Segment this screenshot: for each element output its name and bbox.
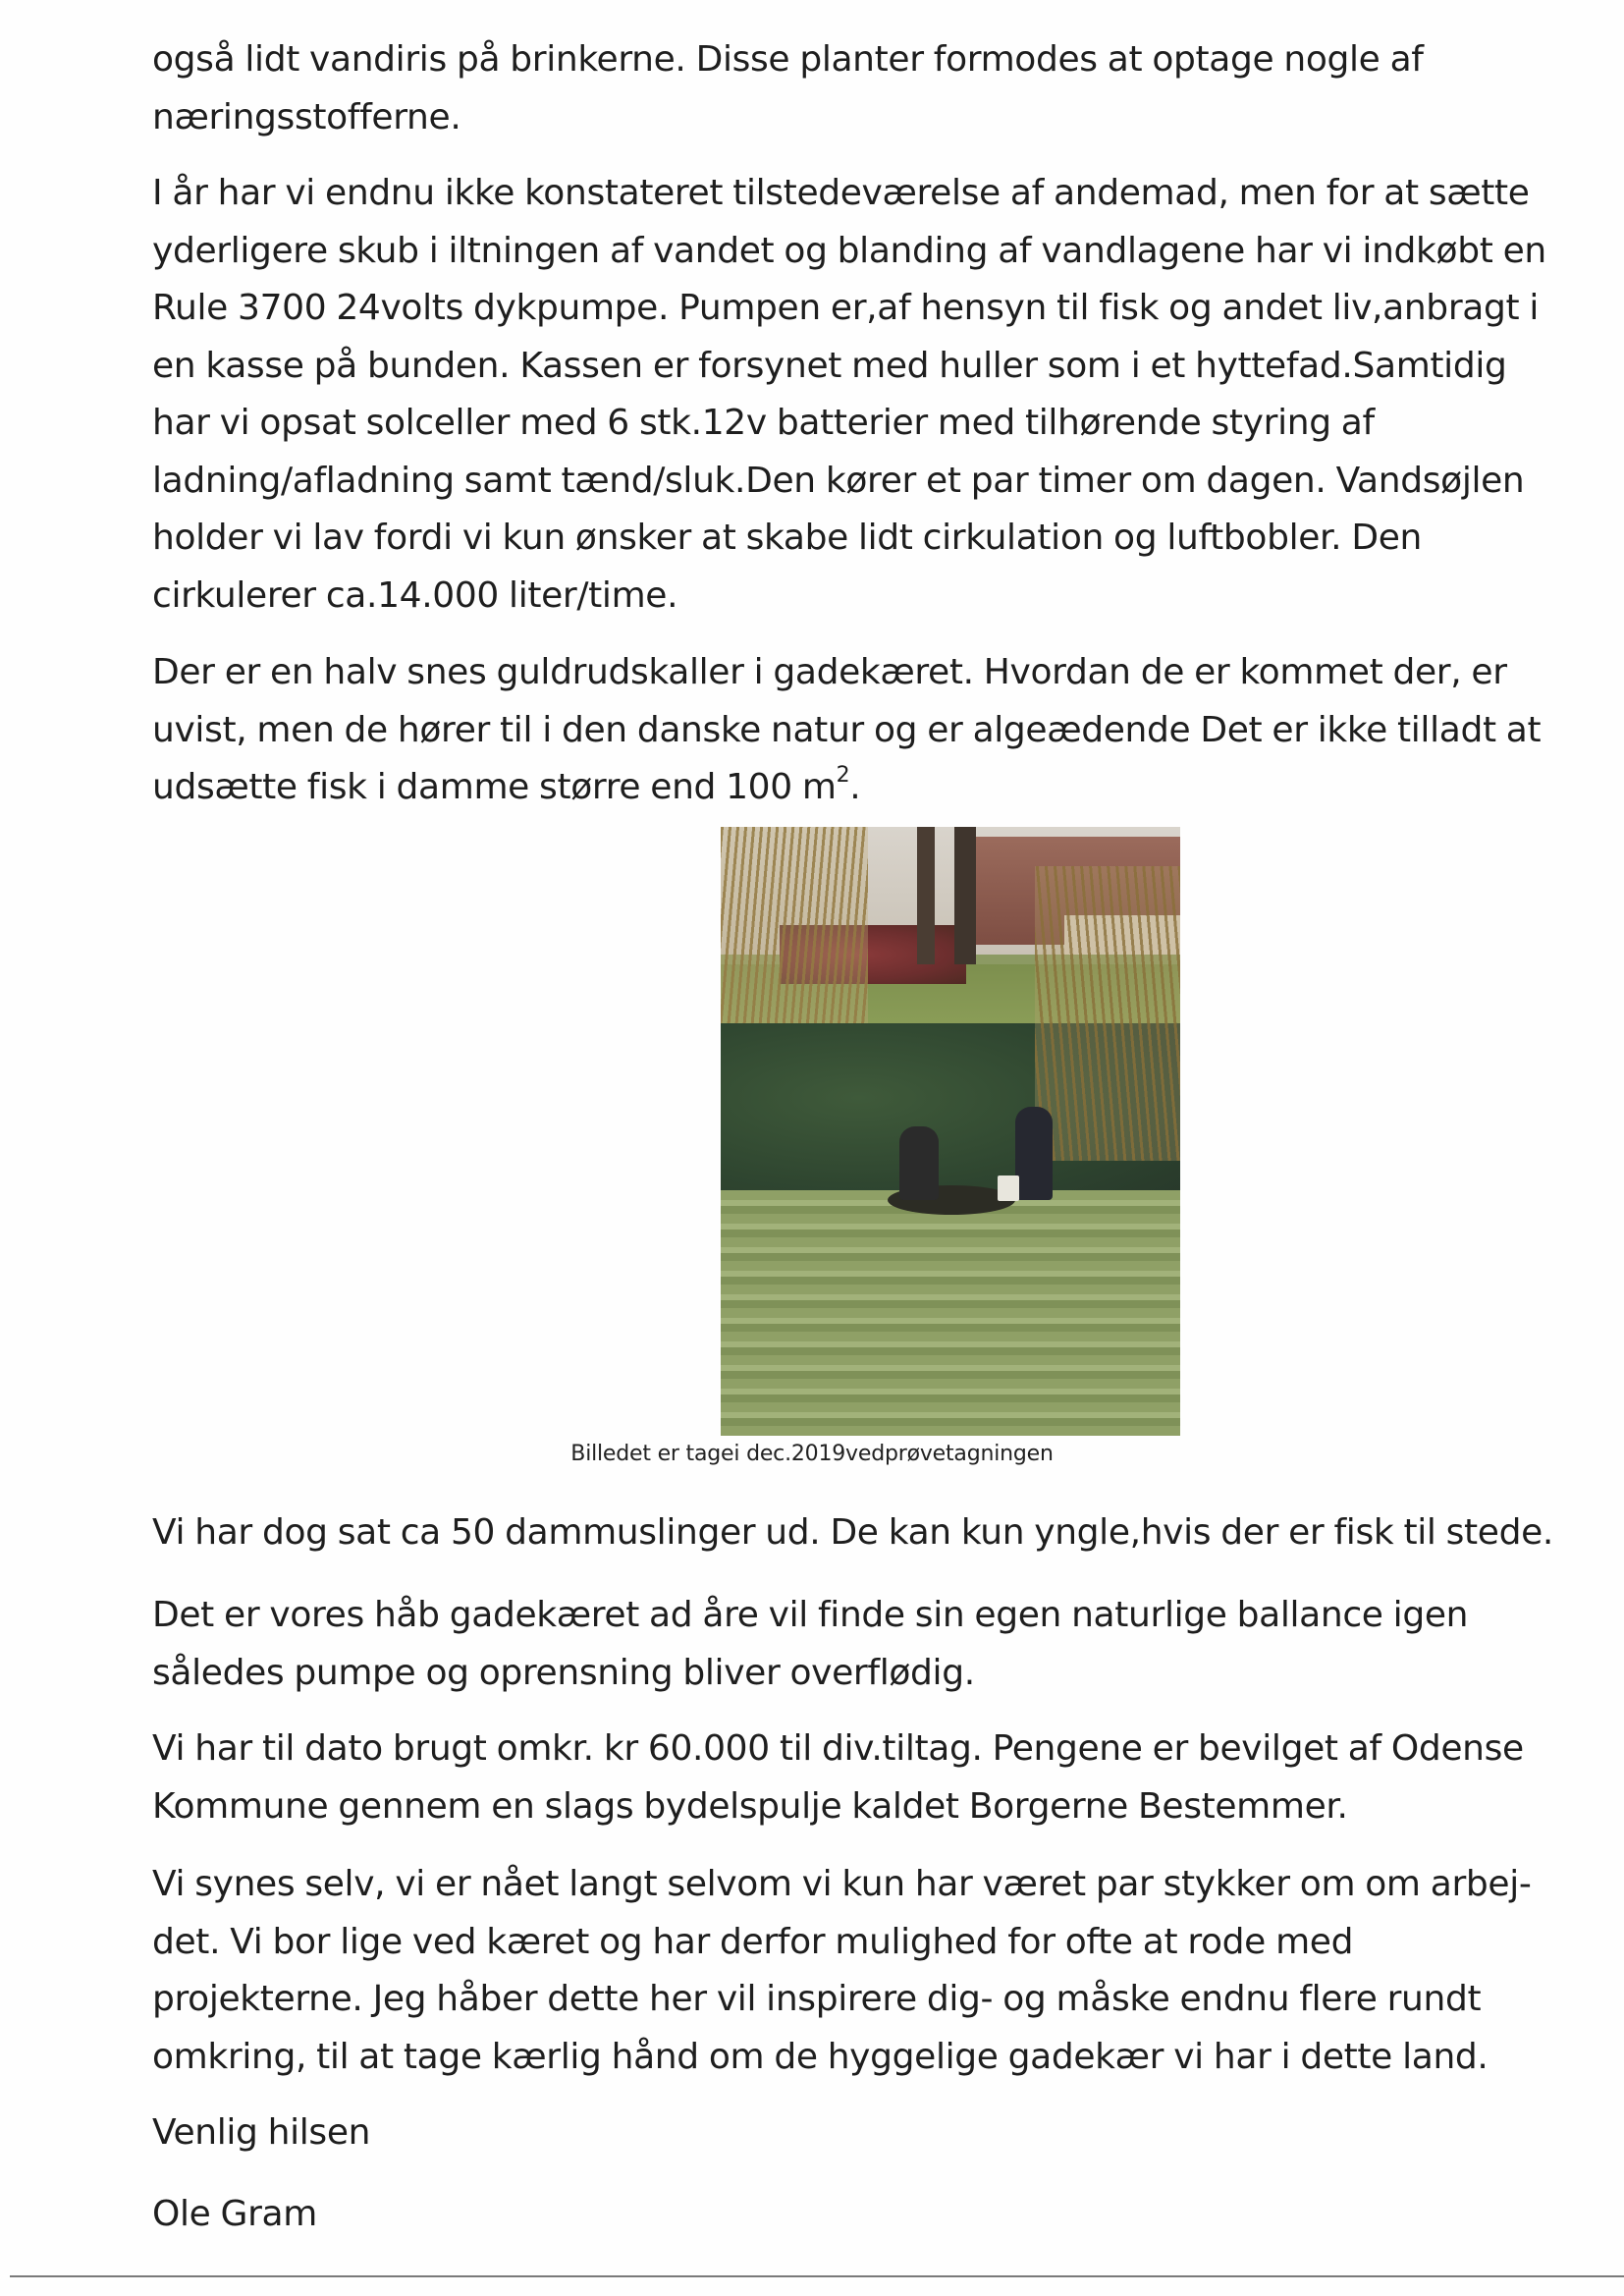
photo-tree-trunk <box>917 827 935 964</box>
paragraph-closing: Vi synes selv, vi er nået langt selvom vi kun har været par stykker om om arbej- det. Vi bor lige ved kæret og har derfor mulighed for ofte at rode med projekterne. Jeg håber dette her vil inspirere dig- og måske endnu flere rundt omkring, til at tage kærlig hånd om de hyggelige gadekær vi har i dette land. <box>152 1864 1532 2077</box>
photo-willow-right <box>1035 866 1180 1161</box>
paragraph-vandiris: også lidt vandiris på brinkerne. Disse planter formodes at optage nogle af næringsstofferne. <box>152 39 1424 137</box>
paragraph-hope: Det er vores håb gadekæret ad åre vil finde sin egen naturlige ballance igen således pumpe og oprensning bliver overflødig. <box>152 1595 1469 1693</box>
photo-tree-trunk <box>954 827 976 964</box>
paragraph-fish-text: Der er en halv snes guldrudskaller i gadekæret. Hvordan de er kommet der, er uvist, men de hører til i den danske natur og er algeædende Det er ikke tilladt at udsætte fisk i damme større end 100 m <box>152 652 1542 807</box>
paragraph-mussels: Vi har dog sat ca 50 dammuslinger ud. De kan kun yngle,hvis der er fisk til stede. <box>152 1512 1553 1553</box>
paragraph-funding: Vi har til dato brugt omkr. kr 60.000 til div.tiltag. Pengene er bevilget af Odense Kommune gennem en slags bydelspulje kaldet Borgerne Bestemmer. <box>152 1728 1524 1827</box>
greeting: Venlig hilsen <box>152 2112 371 2153</box>
superscript-two: 2 <box>836 763 850 788</box>
paragraph-fish <box>152 644 1566 817</box>
paragraph-fish-end: . <box>849 767 861 807</box>
signature-name: Ole Gram <box>152 2194 317 2234</box>
photo-caption: Billedet er tagei dec.2019vedprøvetagningen <box>570 1442 1054 1466</box>
photo-water <box>721 1190 1180 1436</box>
photo-bucket <box>998 1175 1019 1201</box>
pond-photo <box>721 827 1180 1436</box>
photo-person <box>899 1126 939 1200</box>
page-bottom-divider <box>10 2275 1624 2277</box>
paragraph-pump: I år har vi endnu ikke konstateret tilstedeværelse af andemad, men for at sætte yderligere skub i iltningen af vandet og blanding af vandlagene har vi indkøbt en Rule 3700 24volts dykpumpe. Pumpen er,af hensyn til fisk og andet liv,anbragt i en kasse på bunden. Kassen er forsynet med huller som i et hyttefad.Samtidig har vi opsat solceller med 6 stk.12v batterier med tilhørende styring af ladning/afladning samt tænd/sluk.Den kører et par timer om dagen. Vandsøjlen holder vi lav fordi vi kun ønsker at skabe lidt cirkulation og luftbobler. Den cirkulerer ca.14.000 liter/time. <box>152 173 1546 616</box>
photo-person <box>1015 1107 1053 1200</box>
